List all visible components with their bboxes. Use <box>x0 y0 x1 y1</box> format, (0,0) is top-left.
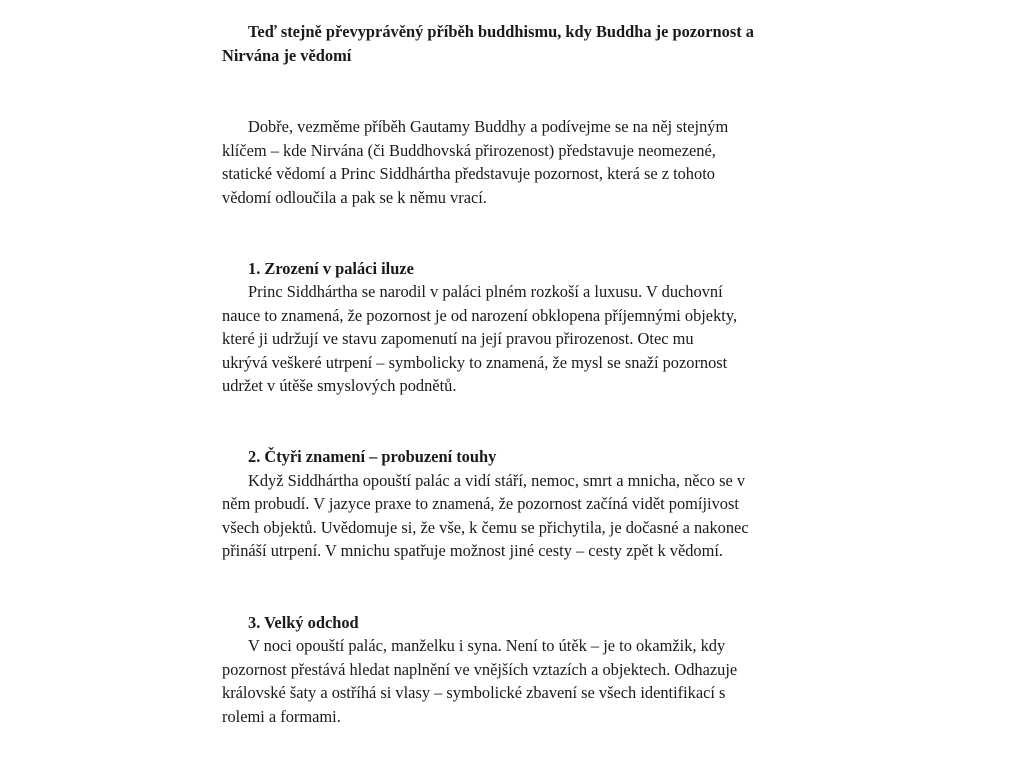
paragraph-line: ukrývá veškeré utrpení – symbolicky to znamená, že mysl se snaží pozornost <box>222 353 728 372</box>
paragraph-line: přináší utrpení. V mnichu spatřuje možnost jiné cesty – cesty zpět k vědomí. <box>222 541 724 560</box>
paragraph-line: které ji udržují ve stavu zapomenutí na její pravou přirozenost. Otec mu <box>222 329 694 348</box>
section-heading: 1. Zrození v paláci iluze <box>248 259 414 278</box>
paragraph-line: nauce to znamená, že pozornost je od narození obklopena příjemnými objekty, <box>222 306 738 325</box>
paragraph-line: Když Siddhártha opouští palác a vidí stáří, nemoc, smrt a mnicha, něco se v <box>248 471 746 490</box>
paragraph-line: rolemi a formami. <box>222 707 341 726</box>
title-line: Teď stejně převyprávěný příběh buddhismu, kdy Buddha je pozornost a <box>248 22 754 41</box>
section-heading: 2. Čtyři znamení – probuzení touhy <box>248 447 497 466</box>
paragraph-line: udržet v útěše smyslových podnětů. <box>222 376 457 395</box>
paragraph-line: klíčem – kde Nirvána (či Buddhovská přirozenost) představuje neomezené, <box>222 141 716 160</box>
paragraph-line: všech objektů. Uvědomuje si, že vše, k čemu se přichytila, je dočasné a nakonec <box>222 518 749 537</box>
paragraph-line: vědomí odloučila a pak se k němu vrací. <box>222 188 487 207</box>
title-line: Nirvána je vědomí <box>222 46 352 65</box>
paragraph-line: Dobře, vezměme příběh Gautamy Buddhy a podívejme se na něj stejným <box>248 117 729 136</box>
paragraph-line: něm probudí. V jazyce praxe to znamená, že pozornost začíná vidět pomíjivost <box>222 494 739 513</box>
section-heading: 3. Velký odchod <box>248 613 359 632</box>
paragraph-line: Princ Siddhártha se narodil v paláci plném rozkoší a luxusu. V duchovní <box>248 282 723 301</box>
paragraph-line: pozornost přestává hledat naplnění ve vnějších vztazích a objektech. Odhazuje <box>222 660 738 679</box>
paragraph-line: V noci opouští palác, manželku i syna. Není to útěk – je to okamžik, kdy <box>248 636 726 655</box>
paragraph-line: statické vědomí a Princ Siddhártha představuje pozornost, která se z tohoto <box>222 164 715 183</box>
paragraph-line: královské šaty a ostříhá si vlasy – symbolické zbavení se všech identifikací s <box>222 683 726 702</box>
